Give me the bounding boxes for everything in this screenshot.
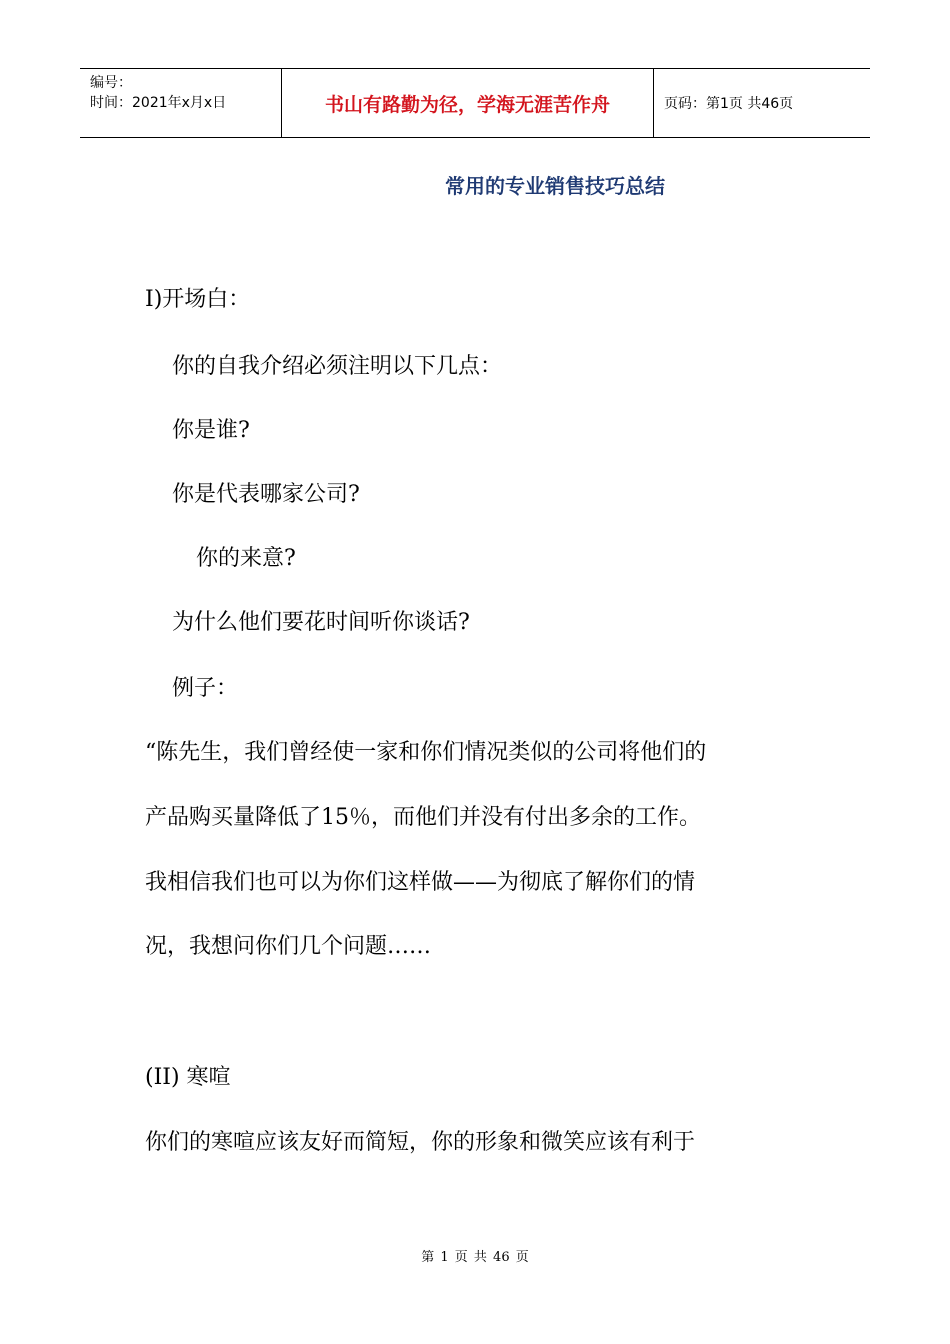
header-page-info: 页码：第1页 共46页: [664, 96, 794, 112]
paragraph: 产品购买量降低了15％，而他们并没有付出多余的工作。: [145, 805, 701, 830]
paragraph: 你的自我介绍必须注明以下几点：: [172, 354, 503, 379]
paragraph: 你们的寒喧应该友好而简短，你的形象和微笑应该有利于: [145, 1130, 696, 1155]
document-header: [80, 68, 870, 138]
section-heading-opening: I)开场白：: [145, 287, 251, 312]
paragraph: 况，我想问你们几个问题……: [145, 934, 432, 959]
document-title: 常用的专业销售技巧总结: [445, 174, 665, 198]
header-time-label: 时间：2021年x月x日: [90, 95, 227, 111]
section-heading-greeting: (II) 寒喧: [145, 1065, 231, 1090]
paragraph: “陈先生，我们曾经使一家和你们情况类似的公司将他们的: [145, 740, 707, 765]
paragraph: 为什么他们要花时间听你谈话?: [172, 610, 470, 635]
header-meta-cell: [80, 69, 282, 137]
header-number-label: 编号：: [90, 75, 132, 91]
paragraph: 我相信我们也可以为你们这样做——为彻底了解你们的情: [145, 870, 696, 895]
paragraph: 你是谁?: [172, 418, 250, 443]
page-footer: 第 1 页 共 46 页: [421, 1250, 529, 1265]
header-motto: 书山有路勤为径，学海无涯苦作舟: [282, 69, 654, 137]
paragraph: 你是代表哪家公司?: [172, 482, 360, 507]
paragraph: 你的来意?: [196, 546, 296, 571]
paragraph: 例子：: [172, 676, 239, 701]
